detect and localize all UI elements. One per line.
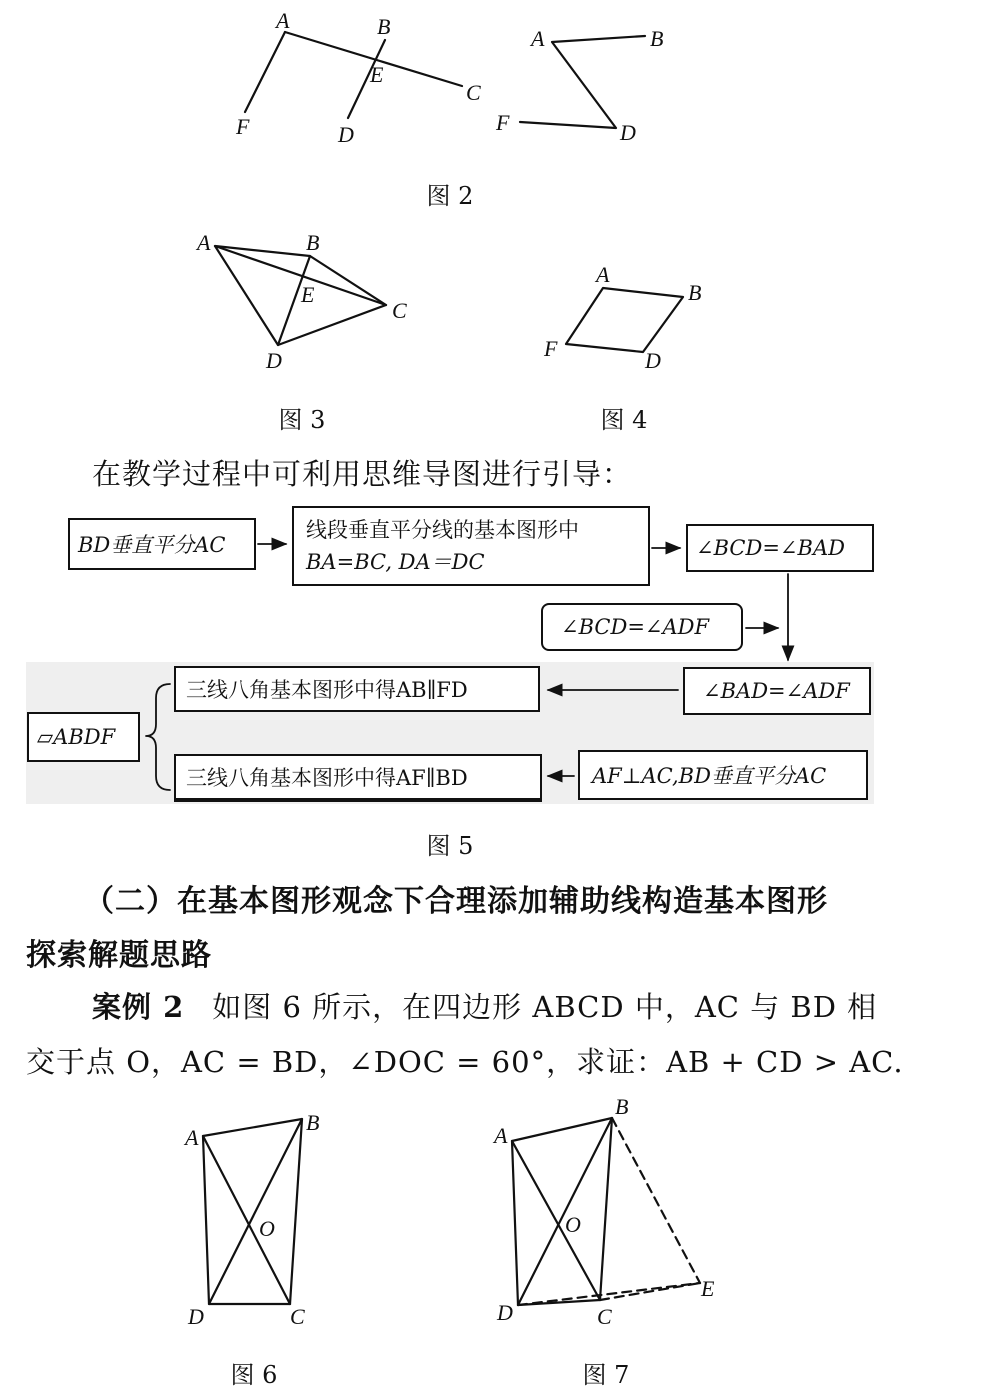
dashed-DE: [518, 1283, 700, 1305]
flow-box-angle-bcd-adf: ∠BCD=∠ADF: [541, 603, 743, 651]
case2-label: 案例 2: [92, 990, 185, 1024]
flow-box-angle-bad-adf: ∠BAD=∠ADF: [683, 667, 871, 715]
label-D: D: [620, 120, 636, 145]
label-A: A: [276, 8, 290, 33]
label-B: B: [306, 1110, 320, 1135]
label-A: A: [596, 262, 610, 287]
label-E: E: [701, 1276, 715, 1301]
figure-4-caption: 图 4: [600, 406, 648, 434]
case2-text-line1: 如图 6 所示，在四边形 ABCD 中，AC 与 BD 相: [212, 990, 878, 1024]
figure-6-caption: 图 6: [230, 1361, 278, 1389]
dashed-BE: [612, 1118, 700, 1283]
intro-paragraph: 在教学过程中可利用思维导图进行引导：: [92, 457, 633, 491]
flow-box-angle-bcd-bad: ∠BCD=∠BAD: [686, 524, 874, 572]
label-C: C: [290, 1304, 305, 1329]
label-D: D: [645, 348, 661, 373]
label-C: C: [466, 80, 481, 105]
label-C: C: [392, 298, 407, 323]
figure-3-caption: 图 3: [278, 406, 326, 434]
flow-box-ab-parallel-fd: 三线八角基本图形中得AB∥FD: [174, 666, 540, 712]
label-O: O: [565, 1212, 581, 1237]
label-B: B: [688, 280, 702, 305]
diagonal-AC: [512, 1141, 600, 1300]
label-F: F: [236, 114, 250, 139]
label-E: E: [301, 282, 315, 307]
label-F: F: [544, 336, 558, 361]
label-D: D: [266, 348, 282, 373]
flow-box-af-parallel-bd: 三线八角基本图形中得AF∥BD: [174, 754, 542, 802]
label-C: C: [597, 1304, 612, 1329]
label-F: F: [496, 110, 510, 135]
flow-box-bd-perp-bisector: BD垂直平分AC: [68, 518, 256, 570]
label-B: B: [377, 14, 391, 39]
section-heading-line2: 探索解题思路: [26, 938, 212, 973]
flow-box-parallelogram-abdf: ▱ABDF: [27, 712, 140, 762]
label-B: B: [306, 230, 320, 255]
label-B: B: [615, 1094, 629, 1119]
label-D: D: [497, 1300, 513, 1325]
label-A: A: [494, 1123, 508, 1148]
label-B: B: [650, 26, 664, 51]
label-E: E: [370, 62, 384, 87]
figure-7-caption: 图 7: [582, 1361, 630, 1389]
label-O: O: [259, 1216, 275, 1241]
label-D: D: [338, 122, 354, 147]
flow-box-af-perp-ac: AF⊥AC,BD垂直平分AC: [578, 750, 868, 800]
section-heading-line1: （二）在基本图形观念下合理添加辅助线构造基本图形: [84, 884, 828, 919]
figure-5-caption: 图 5: [426, 832, 474, 860]
label-A: A: [531, 26, 545, 51]
figure-2-caption: 图 2: [426, 182, 474, 210]
label-D: D: [188, 1304, 204, 1329]
label-A: A: [197, 230, 211, 255]
label-A: A: [185, 1125, 199, 1150]
case2-line2: 交于点 O，AC = BD，∠DOC = 60°，求证：AB + CD > AC.: [26, 1045, 904, 1079]
flow-box-perp-bisector-basic-figure: 线段垂直平分线的基本图形中 BA=BC, DA＝DC: [292, 506, 650, 586]
